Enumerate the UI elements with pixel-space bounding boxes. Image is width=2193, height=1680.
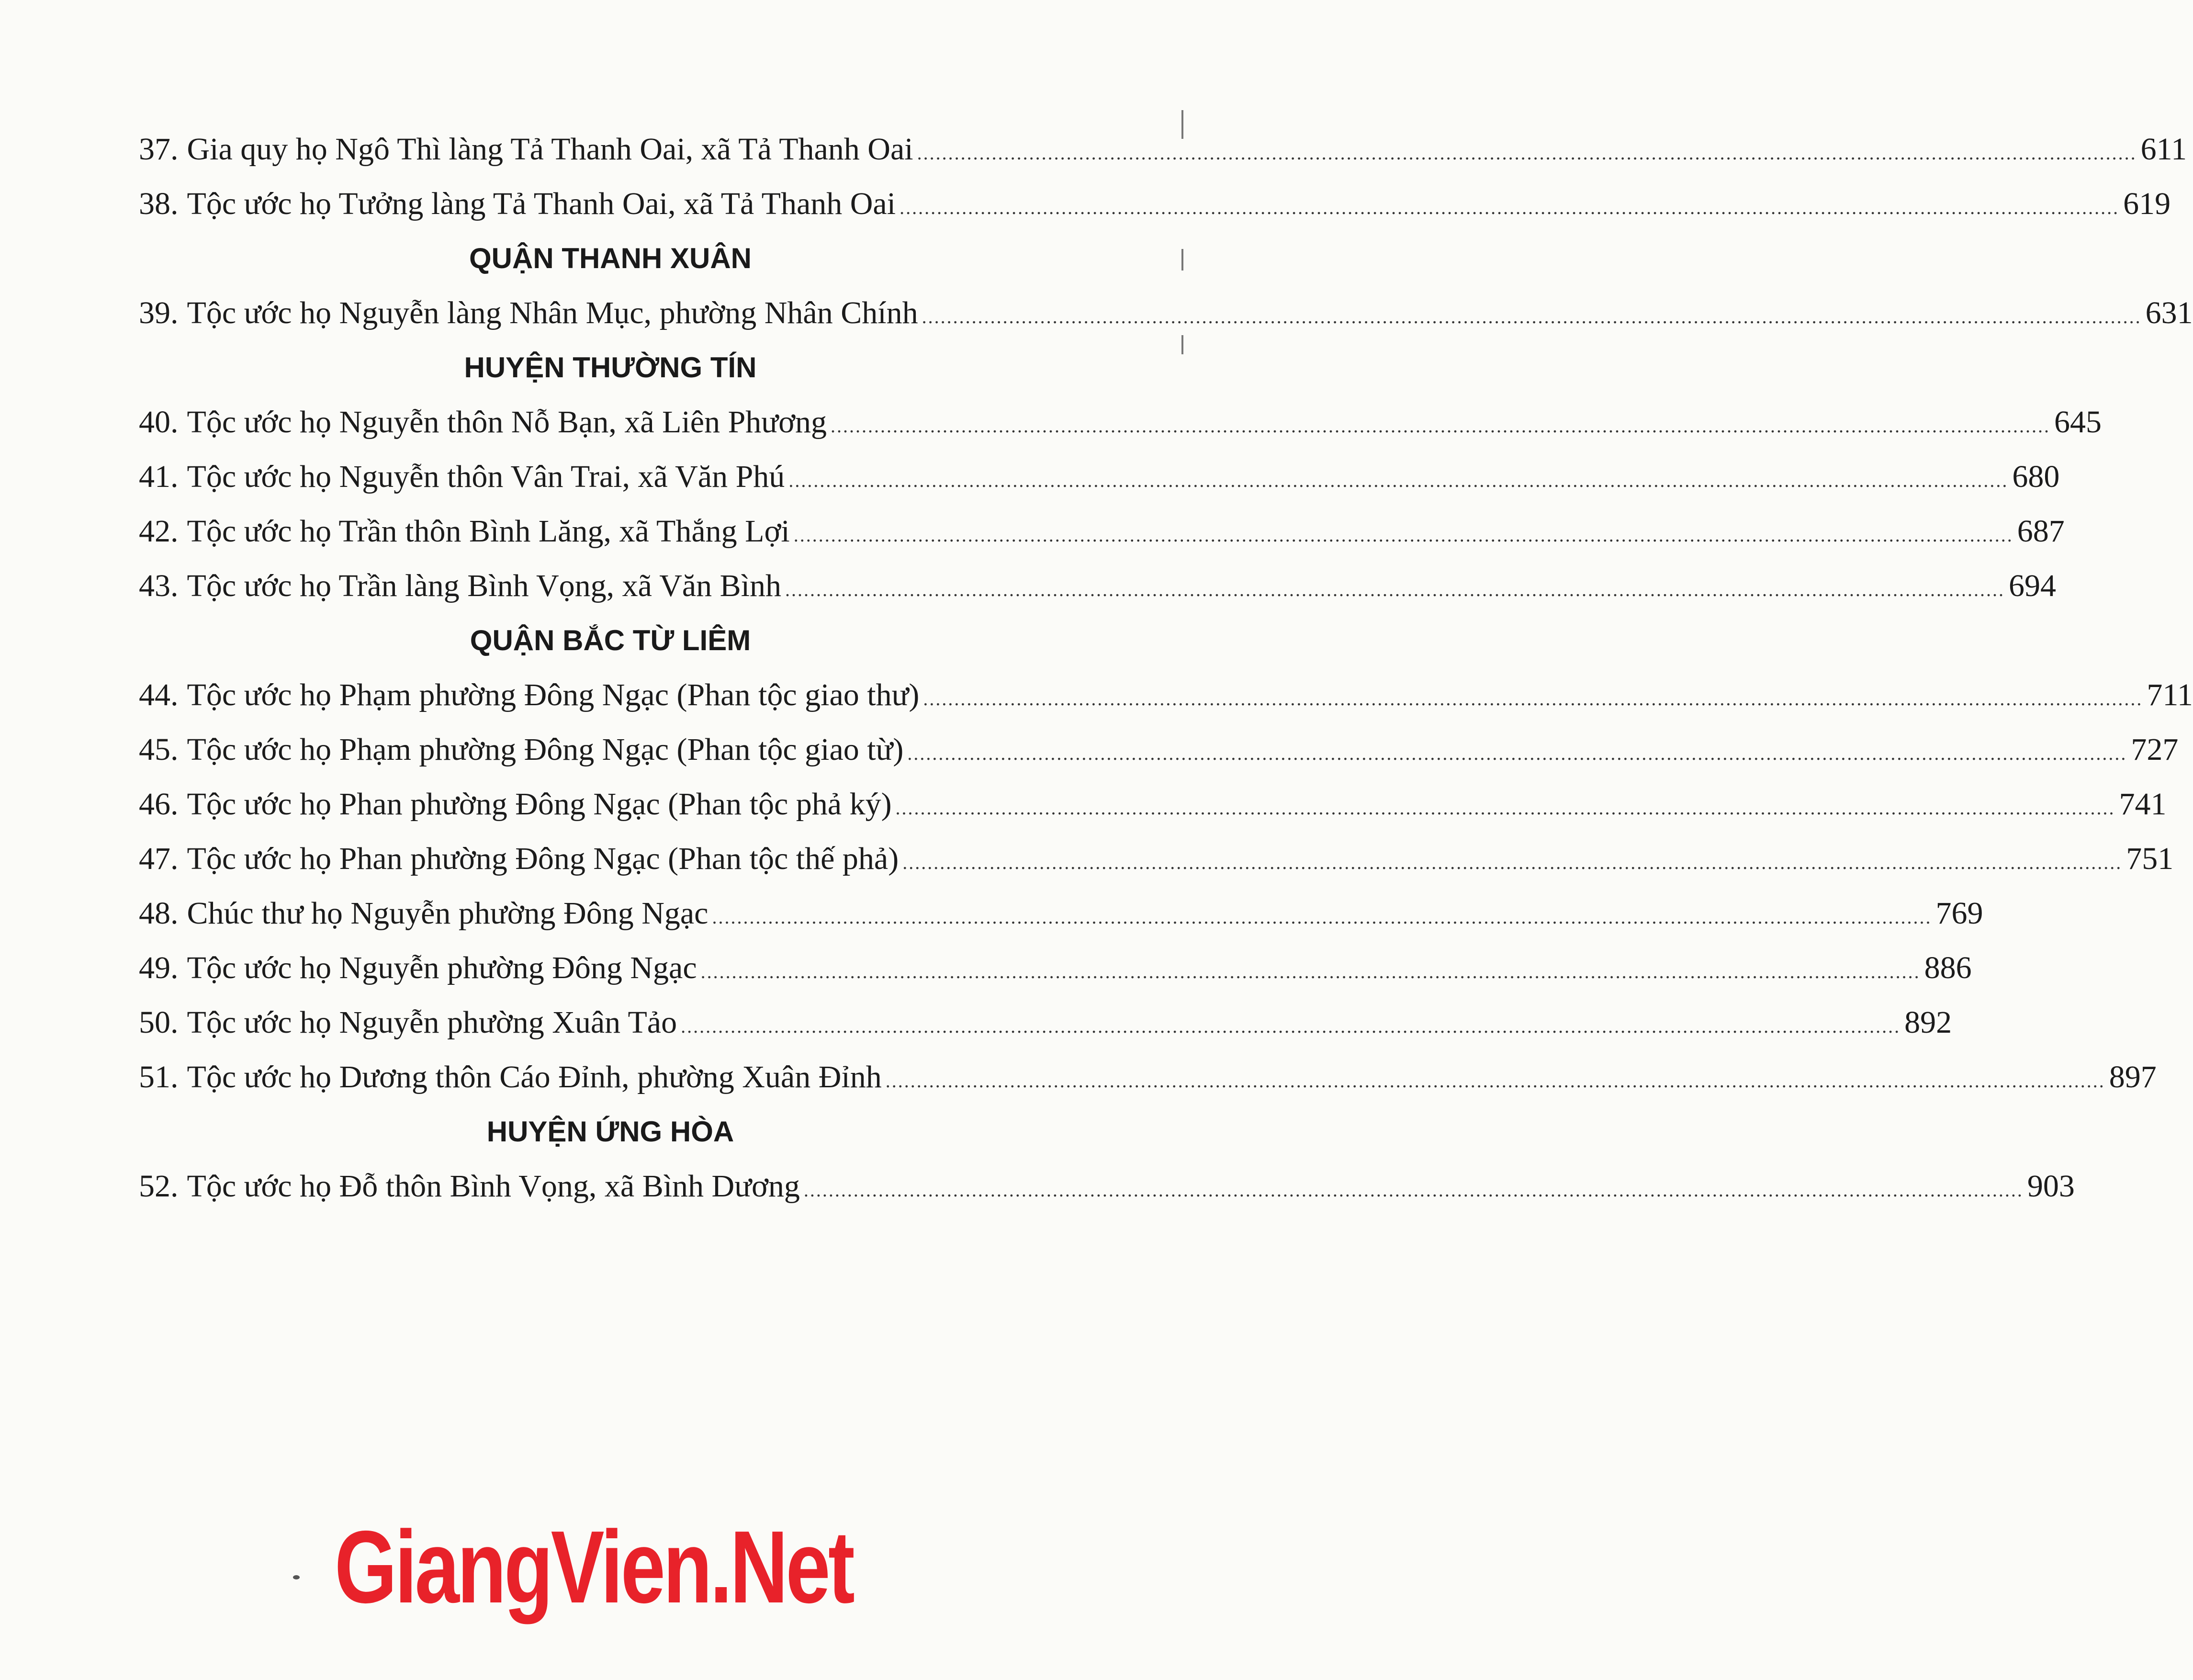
entry-number: 47.	[139, 841, 179, 876]
entry-title: Tộc ước họ Trần làng Bình Vọng, xã Văn Bình	[187, 568, 782, 603]
entry-title: Tộc ước họ Trần thôn Bình Lăng, xã Thắng Lợi	[187, 514, 790, 549]
entry-title: Gia quy họ Ngô Thì làng Tả Thanh Oai, xã Tả Thanh Oai	[187, 132, 913, 167]
toc-entry	[139, 668, 2193, 722]
dot-leader	[896, 777, 2115, 835]
entry-title: Tộc ước họ Nguyễn thôn Vân Trai, xã Văn Phú	[187, 459, 785, 494]
entry-title: Tộc ước họ Phạm phường Đông Ngạc (Phan tộc giao từ)	[187, 732, 904, 767]
entry-page: 645	[2054, 405, 2102, 440]
toc-entry	[139, 395, 2102, 450]
entry-page: 897	[2109, 1060, 2157, 1094]
entry-title: Tộc ước họ Tưởng làng Tả Thanh Oai, xã Tả Thanh Oai	[187, 186, 896, 221]
entry-page: 611	[2140, 132, 2187, 167]
entry-number: 45.	[139, 732, 179, 767]
dot-leader	[701, 941, 1921, 999]
entry-page: 687	[2017, 514, 2065, 549]
section-heading: HUYỆN THƯỜNG TÍN	[464, 351, 757, 383]
entry-page: 619	[2123, 186, 2171, 221]
table-of-contents	[139, 122, 2193, 1214]
entry-page: 741	[2119, 787, 2167, 822]
entry-number: 46.	[139, 787, 179, 822]
toc-entry	[139, 832, 2174, 886]
dot-leader	[902, 832, 2122, 890]
entry-number: 51.	[139, 1060, 179, 1094]
entry-title: Tộc ước họ Dương thôn Cáo Đỉnh, phường Xuân Đỉnh	[187, 1060, 882, 1094]
dot-leader	[831, 395, 2050, 453]
entry-title: Chúc thư họ Nguyễn phường Đông Ngạc	[187, 896, 709, 931]
entry-number: 42.	[139, 514, 179, 549]
entry-page: 886	[1924, 950, 1972, 985]
dot-leader	[886, 1050, 2105, 1108]
dot-leader	[917, 122, 2137, 180]
toc-entry	[139, 450, 2060, 504]
entry-page: 751	[2126, 841, 2174, 876]
entry-number: 48.	[139, 896, 179, 931]
entry-title: Tộc ước họ Nguyễn phường Xuân Tảo	[187, 1005, 677, 1040]
dot-leader	[712, 886, 1932, 945]
toc-entry	[139, 1050, 2157, 1105]
section-heading: QUẬN BẮC TỪ LIÊM	[470, 624, 751, 656]
entry-number: 37.	[139, 132, 179, 167]
section-heading: HUYỆN ỨNG HÒA	[486, 1116, 734, 1148]
entry-page: 680	[2012, 459, 2060, 494]
entry-page: 769	[1935, 896, 1983, 931]
dot-leader	[900, 177, 2119, 235]
toc-entry	[139, 777, 2167, 832]
watermark-logo: GiangVien.Net	[334, 1509, 853, 1624]
dot-leader	[794, 504, 2013, 563]
dot-leader	[785, 559, 2005, 617]
entry-title: Tộc ước họ Đỗ thôn Bình Vọng, xã Bình Dương	[187, 1169, 800, 1204]
entry-number: 43.	[139, 568, 179, 603]
toc-entry	[139, 886, 1983, 941]
toc-entry	[139, 995, 1952, 1050]
toc-entry	[139, 504, 2065, 559]
entry-title: Tộc ước họ Nguyễn thôn Nỗ Bạn, xã Liên Phương	[187, 405, 827, 440]
entry-title: Tộc ước họ Nguyễn làng Nhân Mục, phường Nhân Chính	[187, 295, 918, 330]
entry-page: 892	[1904, 1005, 1952, 1040]
dot-leader	[907, 722, 2127, 781]
toc-entry	[139, 722, 2179, 777]
entry-page: 694	[2009, 568, 2057, 603]
entry-page: 903	[2027, 1169, 2075, 1204]
toc-entry	[139, 122, 2187, 177]
toc-entry	[139, 177, 2171, 231]
page-edge-mark	[1181, 110, 1183, 139]
entry-page: 727	[2131, 732, 2179, 767]
toc-entry	[139, 559, 2057, 613]
dot-leader	[788, 450, 2008, 508]
entry-number: 50.	[139, 1005, 179, 1040]
entry-number: 40.	[139, 405, 179, 440]
entry-number: 44.	[139, 677, 179, 712]
dot-leader	[681, 995, 1901, 1054]
entry-title: Tộc ước họ Nguyễn phường Đông Ngạc	[187, 950, 697, 985]
entry-number: 41.	[139, 459, 179, 494]
toc-entry	[139, 941, 1972, 995]
entry-title: Tộc ước họ Phạm phường Đông Ngạc (Phan tộc giao thư)	[187, 677, 920, 712]
entry-page: 631	[2145, 295, 2193, 330]
entry-number: 49.	[139, 950, 179, 985]
entry-number: 39.	[139, 295, 179, 330]
entry-title: Tộc ước họ Phan phường Đông Ngạc (Phan tộc phả ký)	[187, 787, 892, 822]
dot-leader	[923, 668, 2143, 726]
dot-leader	[804, 1159, 2024, 1218]
toc-entry	[139, 1159, 2075, 1214]
entry-number: 38.	[139, 186, 179, 221]
entry-page: 711	[2147, 677, 2193, 712]
toc-entry	[139, 286, 2193, 340]
page-edge-mark	[1181, 249, 1183, 271]
entry-title: Tộc ước họ Phan phường Đông Ngạc (Phan tộc thế phả)	[187, 841, 899, 876]
entry-number: 52.	[139, 1169, 179, 1204]
dot-leader	[922, 286, 2142, 344]
section-heading: QUẬN THANH XUÂN	[469, 242, 752, 274]
page-edge-mark	[1181, 335, 1183, 354]
